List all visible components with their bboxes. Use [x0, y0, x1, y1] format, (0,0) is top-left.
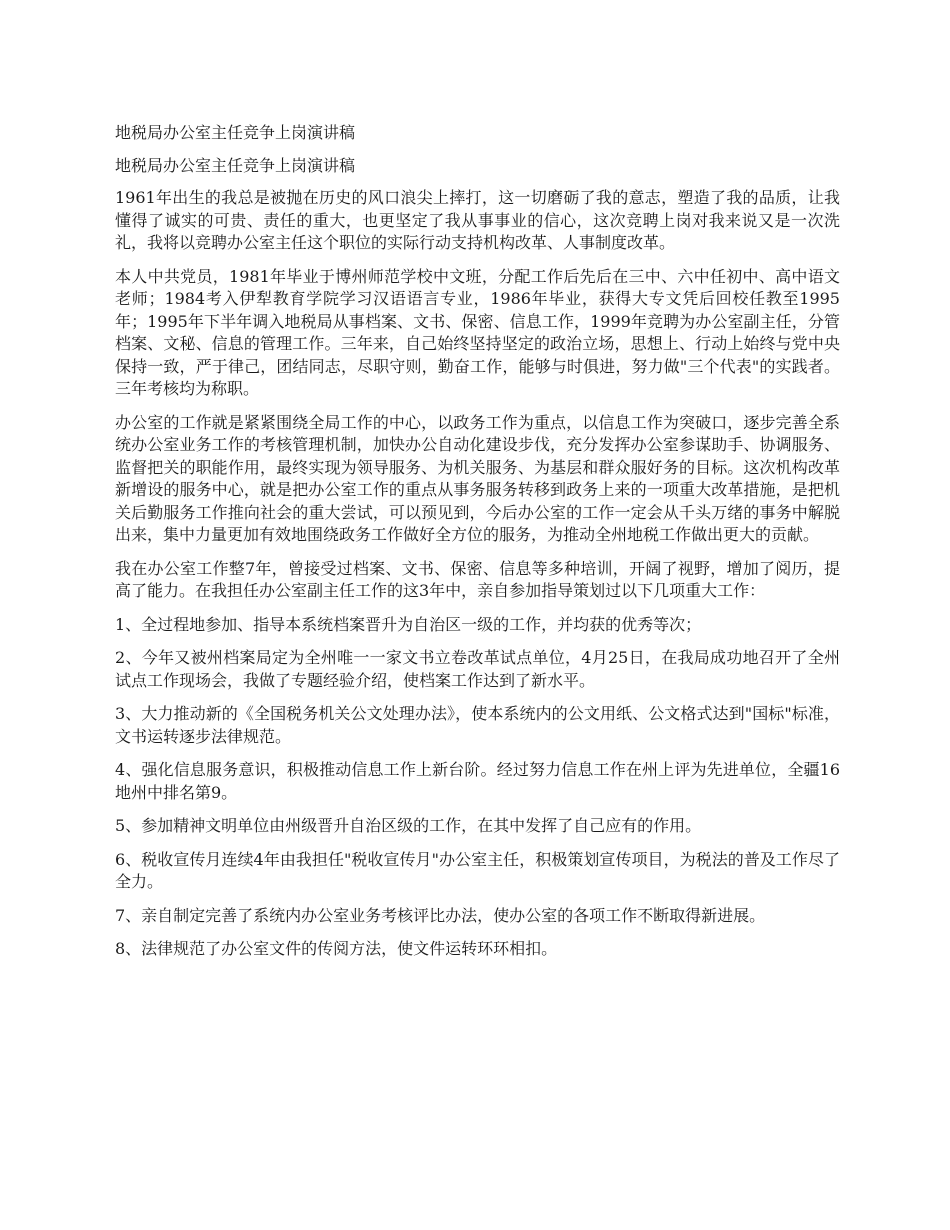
document-title: 地税局办公室主任竞争上岗演讲稿: [115, 123, 356, 142]
list-item-6: 6、税收宣传月连续4年由我担任"税收宣传月"办公室主任，积极策划宣传项目，为税法的普及工作尽了全力。: [115, 849, 840, 891]
list-item-4: 4、强化信息服务意识，积极推动信息工作上新台阶。经过努力信息工作在州上评为先进单位，全疆16地州中排名第9。: [115, 760, 840, 802]
paragraph-background: 本人中共党员，1981年毕业于博州师范学校中文班，分配工作后先后在三中、六中任初中、高中语文老师；1984考入伊犁教育学院学习汉语语言专业，1986年毕业，获得大专文凭后回校任教至1995年；1995年下半年调入地税局从事档案、文书、保密、信息工作，1999年竞聘为办公室副主任，分管档案、文秘、信息的管理工作。三年来，自己始终坚持坚定的政治立场，思想上、行动上始终与党中央保持一致，严于律己，团结同志，尽职守则，勤奋工作，能够与时俱进，努力做"三个代表"的实践者。三年考核均为称职。: [115, 266, 840, 398]
paragraph-intro: 1961年出生的我总是被抛在历史的风口浪尖上摔打，这一切磨砺了我的意志，塑造了我的品质，让我懂得了诚实的可贵、责任的重大，也更坚定了我从事事业的信心，这次竞聘上岗对我来说又是一次洗礼，我将以竞聘办公室主任这个职位的实际行动支持机构改革、人事制度改革。: [115, 188, 840, 252]
list-item-1: 1、全过程地参加、指导本系统档案晋升为自治区一级的工作，并均获的优秀等次；: [115, 614, 702, 634]
list-item-2: 2、今年又被州档案局定为全州唯一一家文书立卷改革试点单位，4月25日，在我局成功地召开了全州试点工作现场会，我做了专题经验介绍，使档案工作达到了新水平。: [115, 648, 840, 690]
paragraph-office-role: 办公室的工作就是紧紧围绕全局工作的中心，以政务工作为重点，以信息工作为突破口，逐步完善全系统办公室业务工作的考核管理机制，加快办公自动化建设步伐，充分发挥办公室参谋助手、协调服务、监督把关的职能作用，最终实现为领导服务、为机关服务、为基层和群众服好务的目标。这次机构改革新增设的服务中心，就是把办公室工作的重点从事务服务转移到政务上来的一项重大改革措施，是把机关后勤服务工作推向社会的重大尝试，可以预见到，今后办公室的工作一定会从千头万绪的事务中解脱出来，集中力量更加有效地围绕政务工作做好全方位的服务，为推动全州地税工作做出更大的贡献。: [115, 412, 840, 544]
document-body: [115, 122, 840, 972]
list-item-3: 3、大力推动新的《全国税务机关公文处理办法》，使本系统内的公文用纸、公文格式达到"国标"标准，文书运转逐步法律规范。: [115, 704, 840, 746]
document-subtitle: 地税局办公室主任竞争上岗演讲稿: [115, 155, 356, 175]
list-item-8: 8、法律规范了办公室文件的传阅方法，使文件运转环环相扣。: [115, 939, 558, 958]
paragraph-experience: 我在办公室工作整7年，曾接受过档案、文书、保密、信息等多种培训，开阔了视野，增加了阅历，提高了能力。在我担任办公室副主任工作的这3年中，亲自参加指导策划过以下几项重大工作：: [115, 558, 840, 600]
list-item-5: 5、参加精神文明单位由州级晋升自治区级的工作，在其中发挥了自己应有的作用。: [115, 816, 702, 835]
list-item-7: 7、亲自制定完善了系统内办公室业务考核评比办法，使办公室的各项工作不断取得新进展。: [115, 905, 766, 925]
